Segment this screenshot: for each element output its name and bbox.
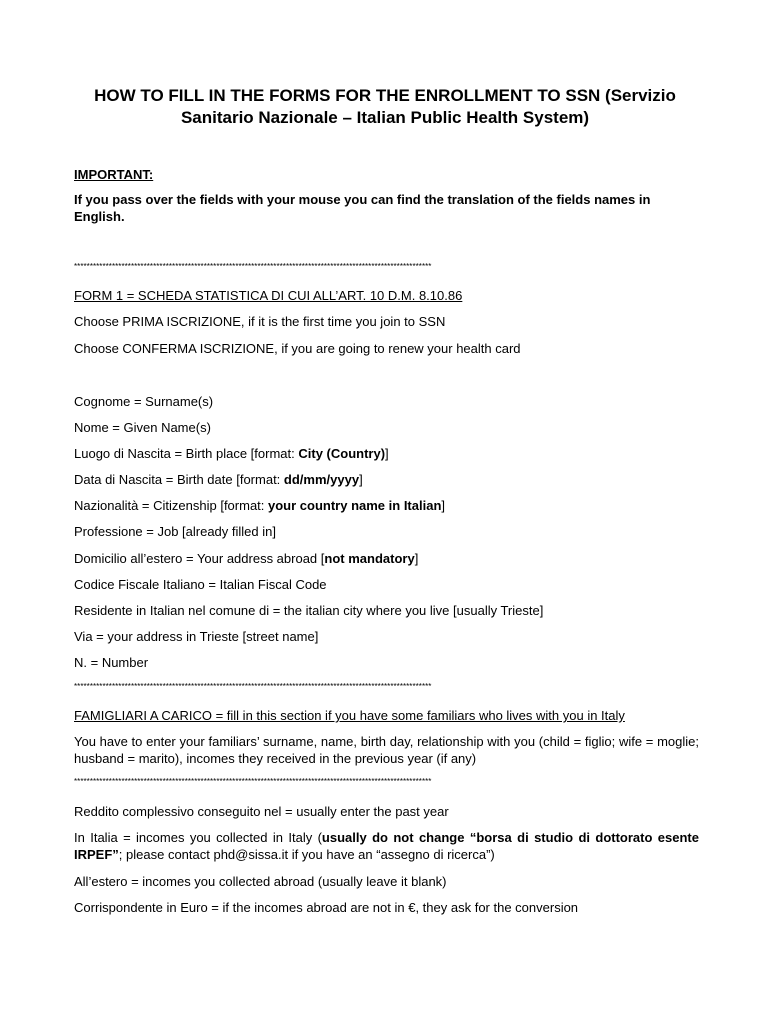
all-estero-line: All’estero = incomes you collected abroad (usually leave it blank) xyxy=(74,874,447,889)
important-text: If you pass over the fields with your mouse you can find the translation of the fields names in English. xyxy=(74,192,651,224)
separator-3: ***************************************************************************************************************** xyxy=(74,777,432,786)
in-italia-label: In Italia = incomes you collected in Italy ( xyxy=(74,830,322,845)
separator-2: ***************************************************************************************************************** xyxy=(74,682,432,691)
title-line-2: Sanitario Nazionale – Italian Public Health System) xyxy=(180,108,590,127)
choose-conferma-text: Choose CONFERMA ISCRIZIONE, if you are going to renew your health card xyxy=(74,341,521,356)
luogo-label: Luogo di Nascita = Birth place [format: xyxy=(74,446,299,461)
data-nascita-line xyxy=(74,471,699,488)
famigliari-heading: FAMIGLIARI A CARICO = fill in this section if you have some familiars who lives with you in Italy xyxy=(74,708,625,723)
luogo-format: City (Country) xyxy=(298,446,386,461)
important-heading: IMPORTANT: xyxy=(74,167,154,182)
document-title xyxy=(60,85,710,129)
data-close: ] xyxy=(359,472,363,487)
choose-prima-text: Choose PRIMA ISCRIZIONE, if it is the first time you join to SSN xyxy=(74,314,446,329)
corrispondente-line: Corrispondente in Euro = if the incomes abroad are not in €, they ask for the conversion xyxy=(74,900,579,915)
famigliari-text: You have to enter your familiars’ surname, name, birth day, relationship with you (child = figlio; wife = moglie; husband = marito), incomes they received in the previous year (if any) xyxy=(74,734,699,766)
nome-line: Nome = Given Name(s) xyxy=(74,420,211,435)
in-italia-line xyxy=(74,829,699,863)
reddito-complessivo-line: Reddito complessivo conseguito nel = usually enter the past year xyxy=(74,804,449,819)
professione-line: Professione = Job [already filled in] xyxy=(74,524,276,539)
domicilio-line xyxy=(74,550,699,567)
in-italia-contact: ; please contact phd@sissa.it if you have an “assegno di ricerca”) xyxy=(118,847,495,862)
luogo-close: ] xyxy=(385,446,389,461)
separator-1: ***************************************************************************************************************** xyxy=(74,262,432,271)
domicilio-close: ] xyxy=(414,551,419,566)
naz-format: your country name in Italian xyxy=(268,498,442,513)
numero-line: N. = Number xyxy=(74,655,149,670)
data-label: Data di Nascita = Birth date [format: xyxy=(74,472,284,487)
domicilio-note: not mandatory xyxy=(324,551,415,566)
naz-close: ] xyxy=(441,498,446,513)
data-format: dd/mm/yyyy xyxy=(283,472,360,487)
in-italia-note: usually do not change “borsa di studio di dottorato esente IRPEF” xyxy=(74,830,699,862)
nazionalita-line xyxy=(74,497,699,514)
codice-fiscale-line: Codice Fiscale Italiano = Italian Fiscal Code xyxy=(74,577,327,592)
via-line: Via = your address in Trieste [street name] xyxy=(74,629,319,644)
cognome-line: Cognome = Surname(s) xyxy=(74,394,214,409)
naz-label: Nazionalità = Citizenship [format: xyxy=(74,498,269,513)
luogo-line xyxy=(74,445,699,462)
title-line-1: HOW TO FILL IN THE FORMS FOR THE ENROLLMENT TO SSN (Servizio xyxy=(94,86,676,105)
domicilio-label: Domicilio all’estero = Your address abroad [ xyxy=(74,551,325,566)
form1-heading: FORM 1 = SCHEDA STATISTICA DI CUI ALL’ART. 10 D.M. 8.10.86 xyxy=(74,288,463,303)
residente-line: Residente in Italian nel comune di = the italian city where you live [usually Trieste] xyxy=(74,603,544,618)
